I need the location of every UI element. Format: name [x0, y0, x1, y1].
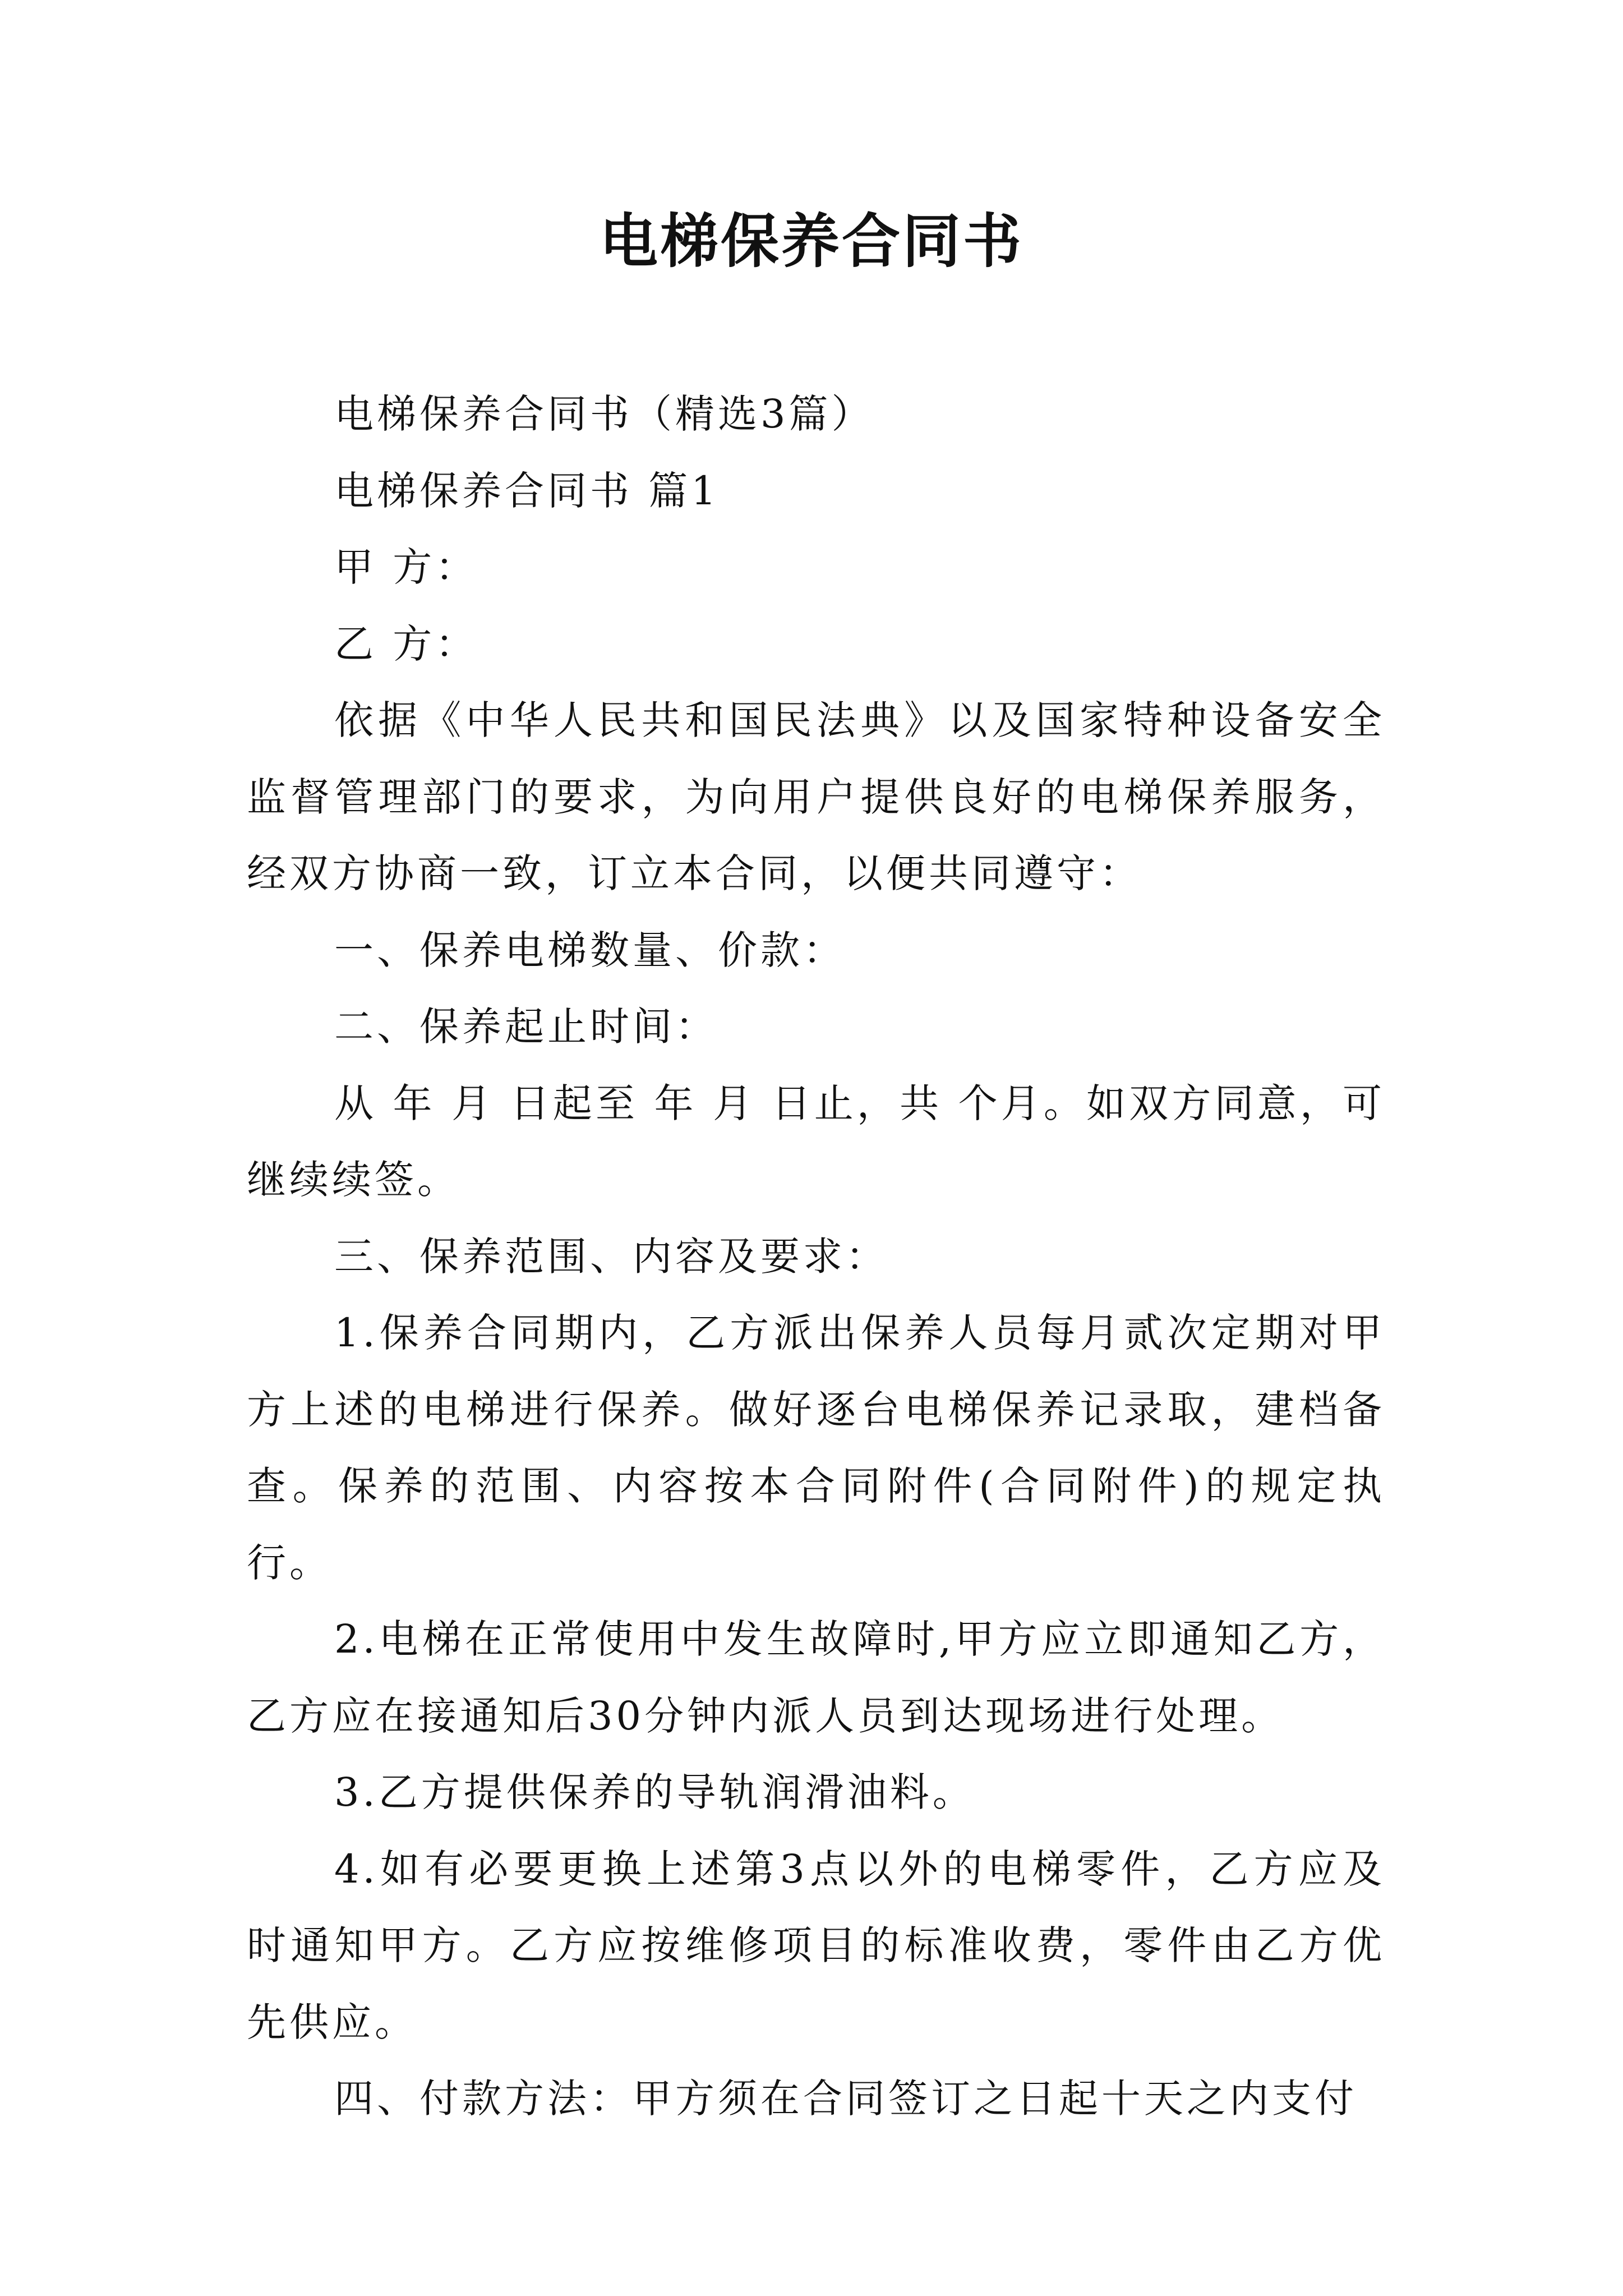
paragraph-item-1: 1.保养合同期内，乙方派出保养人员每月贰次定期对甲方上述的电梯进行保养。做好逐台电梯保养记录取，建档备查。保养的范围、内容按本合同附件(合同附件)的规定执行。 [247, 1310, 1385, 1586]
paragraph-item-4: 4.如有必要更换上述第3点以外的电梯零件，乙方应及时通知甲方。乙方应按维修项目的标准收费，零件由乙方优先供应。 [247, 1846, 1385, 2045]
paragraph-subtitle: 电梯保养合同书（精选3篇） [334, 391, 874, 437]
document-body [247, 376, 1385, 2137]
paragraph-clause-2: 二、保养起止时间： [334, 1004, 718, 1050]
paragraph-party-a: 甲 方： [334, 544, 478, 590]
document-title: 电梯保养合同书 [599, 206, 1023, 275]
paragraph-clause-4: 四、付款方法：甲方须在合同签订之日起十天之内支付 [334, 2076, 1357, 2122]
paragraph-section-heading: 电梯保养合同书 篇1 [334, 467, 720, 514]
paragraph-term: 从 年 月 日起至 年 月 日止，共 个月。如双方同意，可继续续签。 [247, 1080, 1385, 1203]
paragraph-clause-3: 三、保养范围、内容及要求： [334, 1233, 888, 1280]
paragraph-item-3: 3.乙方提供保养的导轨润滑油料。 [334, 1769, 975, 1815]
paragraph-preamble: 依据《中华人民共和国民法典》以及国家特种设备安全监督管理部门的要求，为向用户提供良好的电梯保养服务，经双方协商一致，订立本合同，以便共同遵守： [247, 697, 1385, 896]
paragraph-party-b: 乙 方： [334, 620, 478, 667]
paragraph-item-2: 2.电梯在正常使用中发生故障时,甲方应立即通知乙方，乙方应在接通知后30分钟内派人员到达现场进行处理。 [247, 1616, 1385, 1739]
paragraph-clause-1: 一、保养电梯数量、价款： [334, 927, 846, 973]
